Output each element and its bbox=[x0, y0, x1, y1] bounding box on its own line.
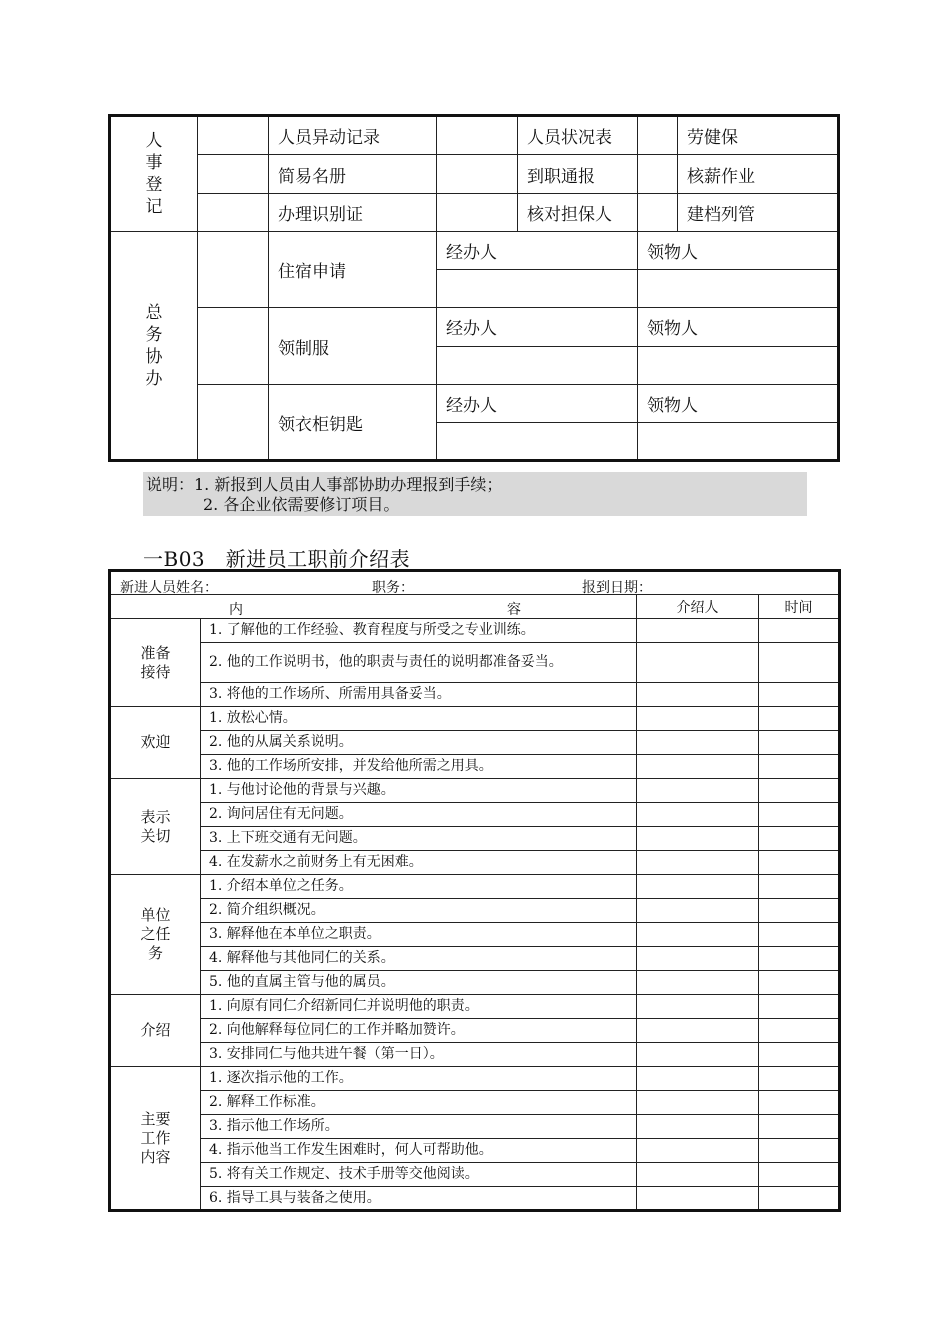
checkbox-cell[interactable] bbox=[638, 155, 678, 194]
registration-item: 劳健保 bbox=[678, 116, 839, 155]
introducer-field[interactable] bbox=[637, 779, 759, 803]
receiver-label: 领物人 bbox=[638, 308, 839, 347]
affairs-item: 领衣柜钥匙 bbox=[269, 385, 437, 461]
checkbox-cell[interactable] bbox=[638, 194, 678, 232]
name-label: 新进人员姓名： bbox=[120, 580, 218, 596]
time-field[interactable] bbox=[759, 1115, 840, 1139]
checklist-item: 1. 了解他的工作经验、教育程度与所受之专业训练。 bbox=[201, 619, 637, 643]
registration-item: 人员状况表 bbox=[518, 116, 638, 155]
checklist-item: 3. 他的工作场所安排，并发给他所需之用具。 bbox=[201, 755, 637, 779]
handler-label: 经办人 bbox=[437, 308, 638, 347]
registration-item: 建档列管 bbox=[678, 194, 839, 232]
introducer-field[interactable] bbox=[637, 1091, 759, 1115]
introducer-field[interactable] bbox=[637, 1115, 759, 1139]
checklist-item: 2. 向他解释每位同仁的工作并略加赞许。 bbox=[201, 1019, 637, 1043]
checklist-item: 4. 指示他当工作发生困难时，何人可帮助他。 bbox=[201, 1139, 637, 1163]
checklist-item: 1. 向原有同仁介绍新同仁并说明他的职责。 bbox=[201, 995, 637, 1019]
time-field[interactable] bbox=[759, 803, 840, 827]
time-field[interactable] bbox=[759, 923, 840, 947]
checkbox-cell[interactable] bbox=[198, 155, 269, 194]
checklist-item: 3. 指示他工作场所。 bbox=[201, 1115, 637, 1139]
checklist-item: 4. 解释他与其他同仁的关系。 bbox=[201, 947, 637, 971]
registration-item: 简易名册 bbox=[269, 155, 437, 194]
introducer-field[interactable] bbox=[637, 923, 759, 947]
position-label: 职务： bbox=[372, 580, 414, 596]
registration-item: 到职通报 bbox=[518, 155, 638, 194]
note-line-2: 2. 各企业依需要修订项目。 bbox=[203, 495, 400, 514]
checklist-item: 3. 解释他在本单位之职责。 bbox=[201, 923, 637, 947]
content-header-left: 内 bbox=[229, 602, 243, 618]
checkbox-cell[interactable] bbox=[198, 116, 269, 155]
time-field[interactable] bbox=[759, 875, 840, 899]
note-box bbox=[143, 472, 807, 516]
registration-item: 核薪作业 bbox=[678, 155, 839, 194]
checklist-item: 3. 安排同仁与他共进午餐（第一日）。 bbox=[201, 1043, 637, 1067]
introducer-field[interactable] bbox=[637, 875, 759, 899]
time-field[interactable] bbox=[759, 827, 840, 851]
introducer-field[interactable] bbox=[637, 995, 759, 1019]
orientation-table bbox=[108, 569, 841, 1212]
time-field[interactable] bbox=[759, 947, 840, 971]
time-field[interactable] bbox=[759, 1043, 840, 1067]
introducer-field[interactable] bbox=[637, 1163, 759, 1187]
registration-item: 人员异动记录 bbox=[269, 116, 437, 155]
section-label: 介绍 bbox=[110, 995, 201, 1067]
time-field[interactable] bbox=[759, 707, 840, 731]
receiver-label: 领物人 bbox=[638, 385, 839, 423]
introducer-field[interactable] bbox=[637, 755, 759, 779]
introducer-field[interactable] bbox=[637, 947, 759, 971]
time-field[interactable] bbox=[759, 899, 840, 923]
registration-item: 核对担保人 bbox=[518, 194, 638, 232]
time-field[interactable] bbox=[759, 755, 840, 779]
checkbox-cell[interactable] bbox=[638, 116, 678, 155]
time-field[interactable] bbox=[759, 1019, 840, 1043]
introducer-field[interactable] bbox=[637, 1043, 759, 1067]
hr-procedure-table bbox=[108, 114, 840, 462]
section-label: 准备接待 bbox=[110, 619, 201, 707]
checkbox-cell[interactable] bbox=[198, 232, 269, 308]
handler-signature-field[interactable] bbox=[437, 270, 638, 308]
introducer-field[interactable] bbox=[637, 731, 759, 755]
checklist-item: 3. 上下班交通有无问题。 bbox=[201, 827, 637, 851]
form-title: 一B03 新进员工职前介绍表 bbox=[143, 547, 411, 571]
checkbox-cell[interactable] bbox=[437, 116, 518, 155]
introducer-field[interactable] bbox=[637, 899, 759, 923]
affairs-item: 领制服 bbox=[269, 308, 437, 385]
receiver-label: 领物人 bbox=[638, 232, 839, 270]
time-field[interactable] bbox=[759, 731, 840, 755]
checklist-item: 4. 在发薪水之前财务上有无困难。 bbox=[201, 851, 637, 875]
checklist-item: 1. 与他讨论他的背景与兴趣。 bbox=[201, 779, 637, 803]
receiver-signature-field[interactable] bbox=[638, 270, 839, 308]
time-field[interactable] bbox=[759, 995, 840, 1019]
handler-signature-field[interactable] bbox=[437, 423, 638, 461]
date-label: 报到日期： bbox=[582, 580, 652, 596]
introducer-field[interactable] bbox=[637, 1019, 759, 1043]
checklist-item: 1. 逐次指示他的工作。 bbox=[201, 1067, 637, 1091]
checkbox-cell[interactable] bbox=[437, 194, 518, 232]
checklist-item: 1. 放松心情。 bbox=[201, 707, 637, 731]
checklist-item: 2. 解释工作标准。 bbox=[201, 1091, 637, 1115]
checkbox-cell[interactable] bbox=[198, 194, 269, 232]
section-label: 单位之任务 bbox=[110, 875, 201, 995]
section-label: 欢迎 bbox=[110, 707, 201, 779]
content-header bbox=[110, 595, 637, 619]
checkbox-cell[interactable] bbox=[198, 308, 269, 385]
introducer-field[interactable] bbox=[637, 1187, 759, 1211]
checklist-item: 2. 他的工作说明书，他的职责与责任的说明都准备妥当。 bbox=[201, 643, 637, 683]
section-label: 表示关切 bbox=[110, 779, 201, 875]
time-field[interactable] bbox=[759, 619, 840, 643]
affairs-item: 住宿申请 bbox=[269, 232, 437, 308]
registration-item: 办理识别证 bbox=[269, 194, 437, 232]
time-field[interactable] bbox=[759, 1139, 840, 1163]
introducer-field[interactable] bbox=[637, 619, 759, 643]
info-row bbox=[110, 571, 840, 595]
checklist-item: 5. 将有关工作规定、技术手册等交他阅读。 bbox=[201, 1163, 637, 1187]
time-field[interactable] bbox=[759, 851, 840, 875]
checklist-item: 6. 指导工具与装备之使用。 bbox=[201, 1187, 637, 1211]
checklist-item: 5. 他的直属主管与他的属员。 bbox=[201, 971, 637, 995]
checkbox-cell[interactable] bbox=[198, 385, 269, 461]
introducer-field[interactable] bbox=[637, 803, 759, 827]
introducer-field[interactable] bbox=[637, 707, 759, 731]
receiver-signature-field[interactable] bbox=[638, 423, 839, 461]
handler-label: 经办人 bbox=[437, 232, 638, 270]
introducer-field[interactable] bbox=[637, 851, 759, 875]
introducer-field[interactable] bbox=[637, 971, 759, 995]
checklist-item: 1. 介绍本单位之任务。 bbox=[201, 875, 637, 899]
content-header-right: 容 bbox=[507, 602, 521, 618]
section-label: 主要工作内容 bbox=[110, 1067, 201, 1211]
introducer-field[interactable] bbox=[637, 1067, 759, 1091]
checklist-item: 2. 简介组织概况。 bbox=[201, 899, 637, 923]
registration-label: 人事登记 bbox=[110, 116, 198, 232]
time-field[interactable] bbox=[759, 1067, 840, 1091]
introducer-field[interactable] bbox=[637, 643, 759, 683]
checklist-item: 2. 询问居住有无问题。 bbox=[201, 803, 637, 827]
introducer-field[interactable] bbox=[637, 683, 759, 707]
introducer-field[interactable] bbox=[637, 1139, 759, 1163]
time-field[interactable] bbox=[759, 1163, 840, 1187]
checklist-item: 3. 将他的工作场所、所需用具备妥当。 bbox=[201, 683, 637, 707]
time-field[interactable] bbox=[759, 643, 840, 683]
checklist-item: 2. 他的从属关系说明。 bbox=[201, 731, 637, 755]
time-field[interactable] bbox=[759, 1187, 840, 1211]
introducer-header: 介绍人 bbox=[637, 595, 759, 619]
time-header: 时间 bbox=[759, 595, 840, 619]
introducer-field[interactable] bbox=[637, 827, 759, 851]
time-field[interactable] bbox=[759, 683, 840, 707]
time-field[interactable] bbox=[759, 1091, 840, 1115]
receiver-signature-field[interactable] bbox=[638, 347, 839, 385]
checkbox-cell[interactable] bbox=[437, 155, 518, 194]
handler-label: 经办人 bbox=[437, 385, 638, 423]
time-field[interactable] bbox=[759, 779, 840, 803]
time-field[interactable] bbox=[759, 971, 840, 995]
note-line-1: 说明：1. 新报到人员由人事部协助办理报到手续； bbox=[146, 475, 503, 494]
general-affairs-label: 总务协办 bbox=[110, 232, 198, 461]
handler-signature-field[interactable] bbox=[437, 347, 638, 385]
